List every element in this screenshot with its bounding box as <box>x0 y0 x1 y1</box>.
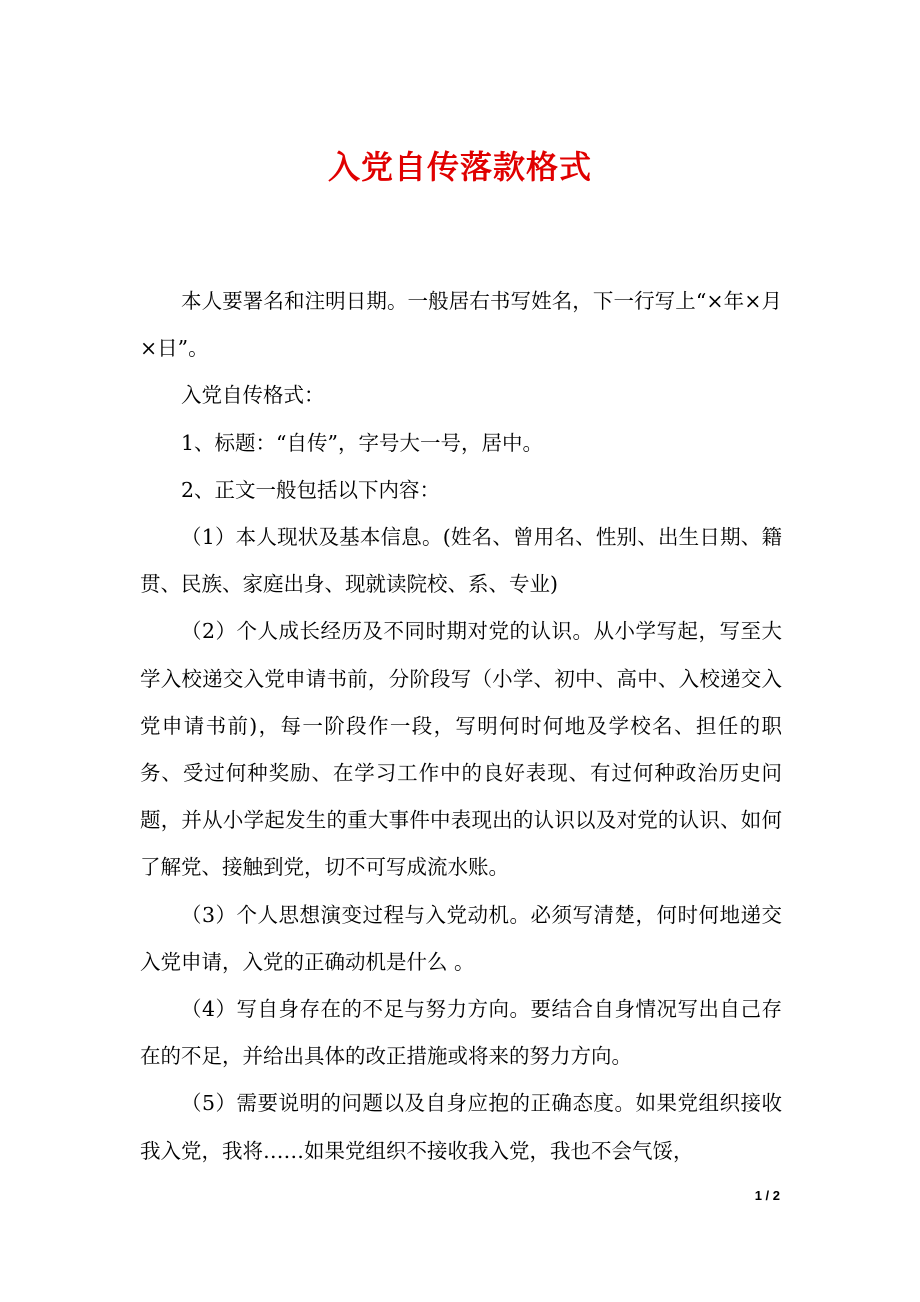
paragraph: 2、正文一般包括以下内容： <box>181 477 441 502</box>
paragraph: 1、标题：“自传”，字号大一号，居中。 <box>181 430 544 455</box>
document-body <box>140 278 782 1175</box>
page-number: 1 / 2 <box>754 1188 780 1203</box>
paragraph: （4）写自身存在的不足与努力方向。要结合自身情况写出自己存在的不足，并给出具体的改正措施或将来的努力方向。 <box>140 997 782 1069</box>
paragraph: 入党自传格式： <box>181 383 325 408</box>
paragraph: （1）本人现状及基本信息。(姓名、曾用名、性别、出生日期、籍贯、民族、家庭出身、现就读院校、系、专业) <box>140 525 782 597</box>
document-title: 入党自传落款格式 <box>327 148 592 186</box>
paragraph: 本人要署名和注明日期。一般居右书写姓名，下一行写上“×年×月×日”。 <box>140 289 782 361</box>
paragraph: （2）个人成长经历及不同时期对党的认识。从小学写起，写至大学入校递交入党申请书前，分阶段写（小学、初中、高中、入校递交入党申请书前)，每一阶段作一段，写明何时何地及学校名、担任的职务、受过何种奖励、在学习工作中的良好表现、有过何种政治历史问题，并从小学起发生的重大事件中表现出的认识以及对党的认识、如何了解党、接触到党，切不可写成流水账。 <box>140 619 782 880</box>
paragraph: （3）个人思想演变过程与入党动机。必须写清楚，何时何地递交入党申请，入党的正确动机是什么 。 <box>140 902 782 974</box>
paragraph: （5）需要说明的问题以及自身应抱的正确态度。如果党组织接收我入党，我将……如果党组织不接收我入党，我也不会气馁， <box>140 1091 782 1163</box>
